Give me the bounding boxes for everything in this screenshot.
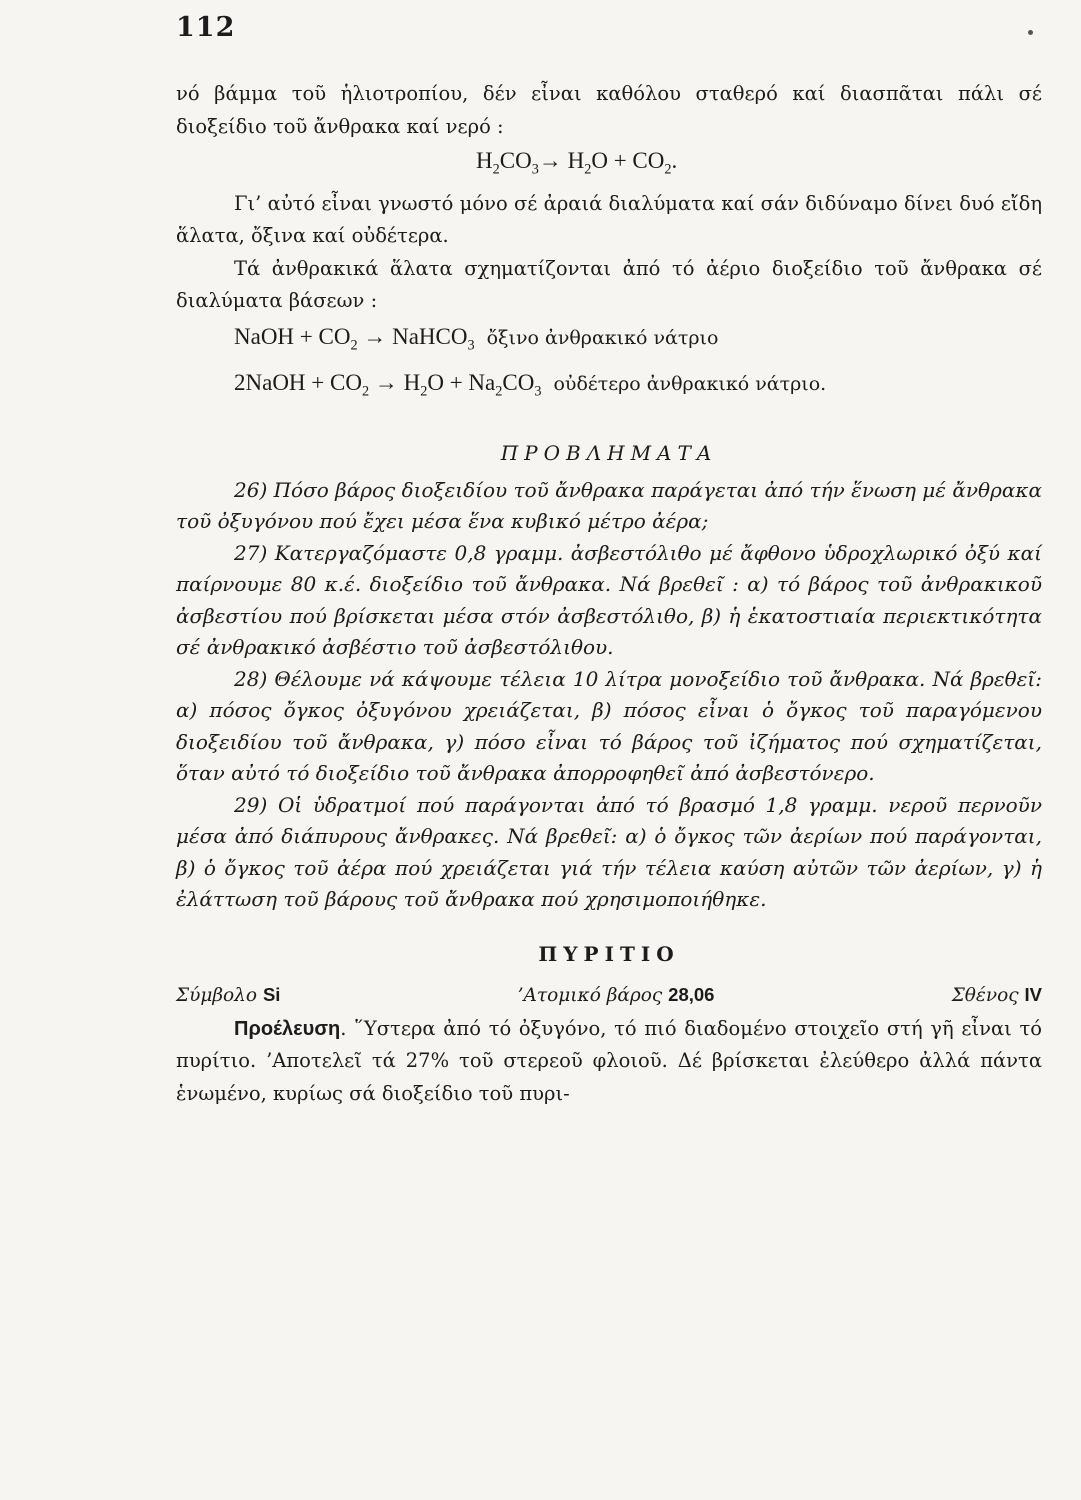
- problem-26: 26) Πόσο βάρος διοξειδίου τοῦ ἄνθρακα παράγεται ἀπό τήν ἕνωση μέ ἄνθρακα τοῦ ὀξυγόνου πού ἔχει μέσα ἕνα κυβικό μέτρο ἀέρα;: [176, 477, 1042, 534]
- intro-paragraph-1: νό βάμμα τοῦ ἡλιοτροπίου, δέν εἶναι καθόλου σταθερό καί διασπᾶται πάλι σέ διοξείδιο τοῦ ἄνθρακα καί νερό :: [176, 82, 1042, 138]
- problems-heading: ΠΡΟΒΛΗΜΑΤΑ: [500, 440, 718, 465]
- problem-29: 29) Οἱ ὑδρατμοί πού παράγονται ἀπό τό βρασμό 1,8 γραμμ. νεροῦ περνοῦν μέσα ἀπό διάπυρους ἄνθρακες. Νά βρεθεῖ: α) ὁ ὄγκος τῶν ἀερίων πού παράγονται, β) ὁ ὄγκος τοῦ ἀέρα πού χρειάζεται γιά τήν τέλεια καύση αὐτῶν τῶν ἀερίων, γ) ἡ ἐλάττωση τοῦ βάρους τοῦ ἄνθρακα πού χρησιμοποιήθηκε.: [176, 792, 1042, 912]
- element-heading: ΠΥΡΙΤΙΟ: [538, 941, 680, 966]
- problem-27: 27) Κατεργαζόμαστε 0,8 γραμμ. ἀσβεστόλιθο μέ ἄφθονο ὑδροχλωρικό ὀξύ καί παίρνουμε 80 κ.έ. διοξείδιο τοῦ ἄνθρακα. Νά βρεθεῖ : α) τό βάρος τοῦ ἀνθρακικοῦ ἀσβεστίου πού βρίσκεται μέσα στόν ἀσβεστόλιθο, β) ἡ ἑκατοστιαία περιεκτικότητα σέ ἀνθρακικό ἀσβέστιο τοῦ ἀσβεστόλιθου.: [176, 540, 1042, 660]
- valence-field: Σθένος IV: [951, 983, 1042, 1006]
- origin-text: . ῞Υστερα ἀπό τό ὀξυγόνο, τό πιό διαδομένο στοιχεῖο στή γῆ εἶναι τό πυρίτιο. ’Αποτελεῖ τά 27% τοῦ στερεοῦ φλοιοῦ. Δέ βρίσκεται ἐλεύθερο ἀλλά πάντα ἑνωμένο, κυρίως σά διοξείδιο τοῦ πυρι-: [176, 1016, 1042, 1105]
- speck-dot: [1028, 30, 1033, 35]
- symbol-field: Σύμβολο Si: [176, 983, 281, 1006]
- equation-carbonic-acid: $H_2CO_3\to H_2O + CO_2$.: [476, 148, 678, 178]
- page-number: 112: [176, 12, 236, 43]
- reaction-description: ὄξινο ἀνθρακικό νάτριο: [486, 326, 719, 349]
- origin-title: Προέλευση: [234, 1017, 341, 1040]
- intro-paragraph-3: Τά ἀνθρακικά ἅλατα σχηματίζονται ἀπό τό ἀέριο διοξείδιο τοῦ ἄνθρακα σέ διαλύματα βάσεων :: [176, 256, 1042, 313]
- page-content: [176, 78, 1042, 1110]
- reaction-formula: NaOH + $CO_2$ → NaHCO$_3$: [234, 323, 475, 354]
- reaction-line-2: [176, 364, 1042, 411]
- reaction-description: οὐδέτερο ἀνθρακικό νάτριο.: [553, 373, 827, 396]
- element-properties: [176, 978, 1042, 1013]
- reaction-line-1: [176, 318, 1042, 365]
- reaction-formula: 2NaOH + $CO_2 \to H_2O + Na_2CO_3$: [234, 370, 542, 400]
- intro-paragraph-2: Γι’ αὐτό εἶναι γνωστό μόνο σέ ἀραιά διαλύματα καί σάν διδύναμο δίνει δυό εἴδη ἅλατα, ὄξινα καί οὐδέτερα.: [176, 191, 1042, 248]
- atomic-weight-field: ’Ατομικό βάρος 28,06: [517, 983, 715, 1006]
- origin-paragraph: [176, 1013, 1042, 1111]
- problem-28: 28) Θέλουμε νά κάψουμε τέλεια 10 λίτρα μονοξείδιο τοῦ ἄνθρακα. Νά βρεθεῖ: α) πόσος ὄγκος ὀξυγόνου χρειάζεται, β) πόσος εἶναι ὁ ὄγκος τοῦ παραγόμενου διοξειδίου τοῦ ἄνθρακα, γ) πόσο εἶναι τό βάρος τοῦ ἰζήματος πού σχηματίζεται, ὅταν αὐτό τό διοξείδιο τοῦ ἄνθρακα ἀπορροφηθεῖ ἀπό ἀσβεστόνερο.: [176, 666, 1042, 786]
